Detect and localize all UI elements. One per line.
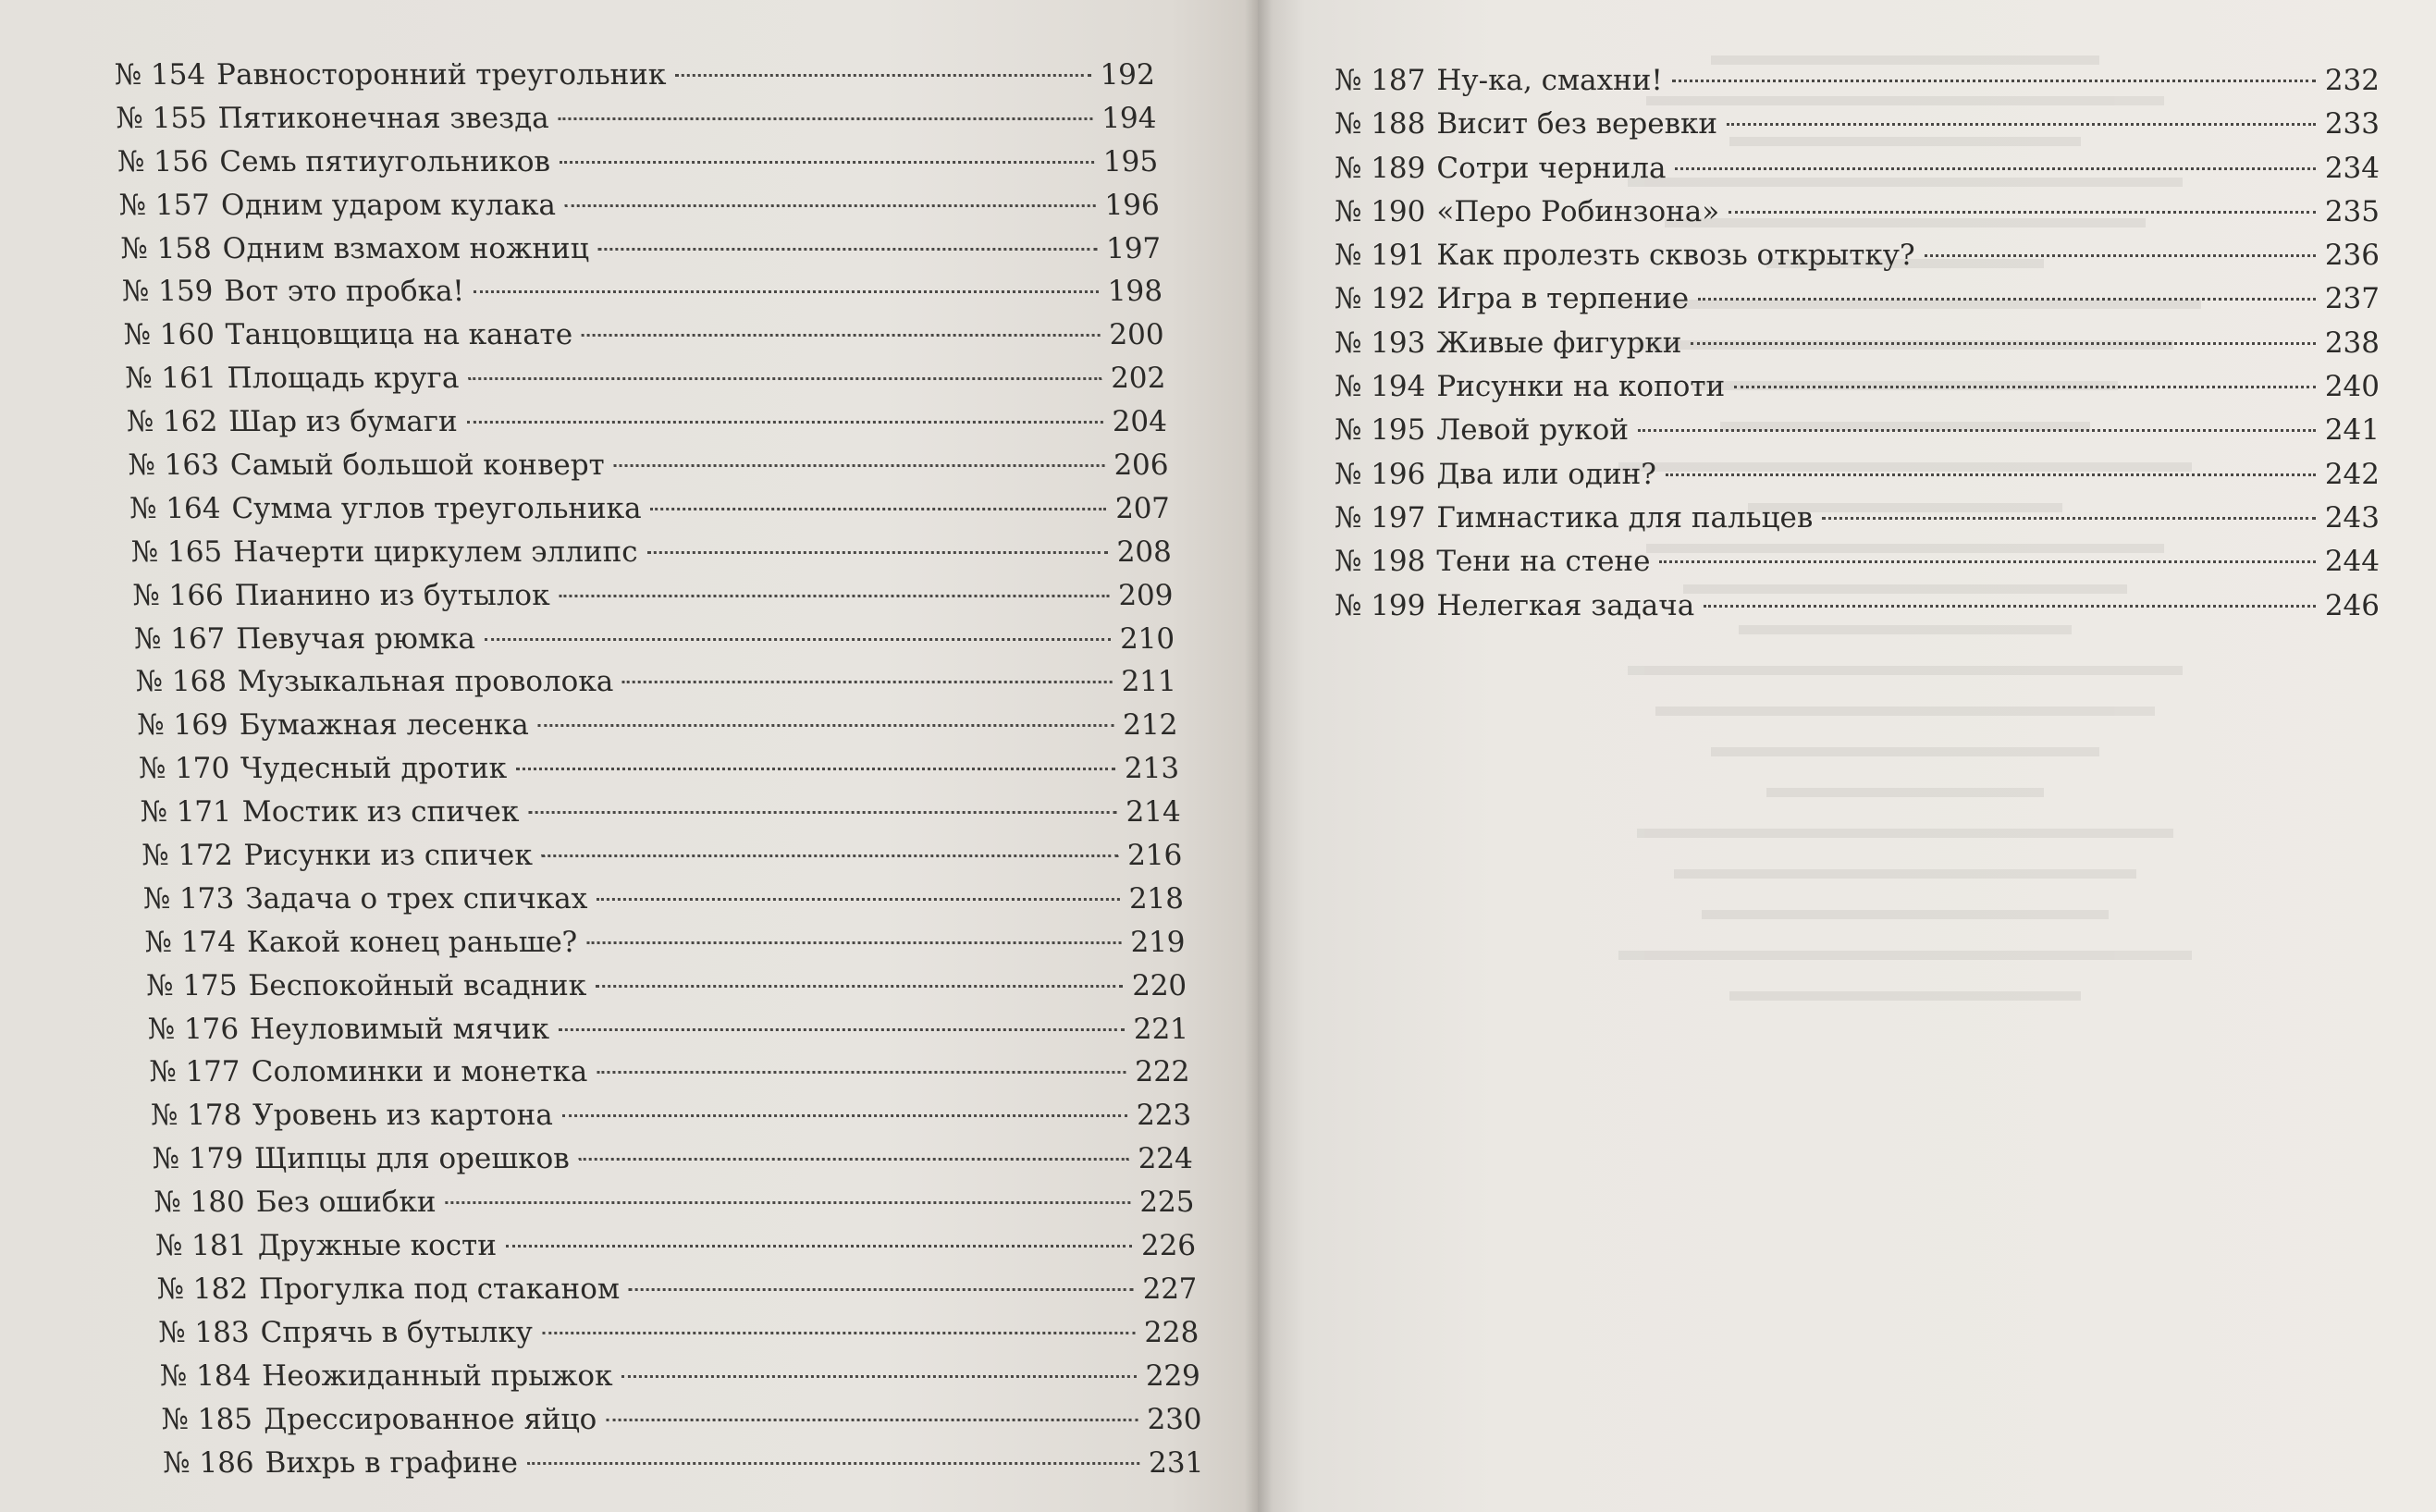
entry-page-number: 224 xyxy=(1137,1142,1194,1176)
dot-leader xyxy=(629,1288,1134,1291)
entry-page-number: 194 xyxy=(1101,101,1158,135)
entry-page-number: 196 xyxy=(1103,188,1161,222)
entry-number: № 175 xyxy=(145,968,239,1002)
toc-entry xyxy=(144,921,1187,965)
toc-entry xyxy=(116,97,1158,141)
toc-entry xyxy=(117,141,1159,184)
entry-title: Левой рукой xyxy=(1436,413,1629,448)
dot-leader xyxy=(621,1375,1137,1378)
entry-page-number: 235 xyxy=(2324,194,2380,228)
dot-leader xyxy=(558,117,1092,120)
toc-entry xyxy=(142,878,1185,921)
entry-title: Сотри чернила xyxy=(1436,151,1667,185)
entry-page-number: 237 xyxy=(2324,282,2380,316)
entry-title: Как пролезть сквозь открытку? xyxy=(1436,239,1915,273)
dot-leader xyxy=(606,1419,1138,1421)
toc-entry xyxy=(154,1181,1196,1224)
entry-title: Неожиданный прыжок xyxy=(261,1358,613,1393)
entry-number: № 158 xyxy=(119,231,213,265)
entry-title: Танцовщица на канате xyxy=(225,318,573,352)
entry-page-number: 240 xyxy=(2324,370,2380,404)
entry-title: Дрессированное яйцо xyxy=(263,1402,597,1436)
toc-entry xyxy=(147,1008,1189,1051)
dot-leader xyxy=(1666,473,2316,476)
entry-page-number: 221 xyxy=(1133,1012,1189,1046)
entry-page-number: 241 xyxy=(2324,413,2380,448)
toc-entry xyxy=(138,747,1180,791)
toc-entry xyxy=(133,618,1175,661)
entry-number: № 192 xyxy=(1335,282,1426,316)
entry-title: Гимнастика для пальцев xyxy=(1436,500,1814,535)
dot-leader xyxy=(646,551,1107,554)
entry-title: Площадь круга xyxy=(226,362,460,396)
entry-page-number: 234 xyxy=(2324,151,2380,185)
entry-page-number: 197 xyxy=(1105,231,1162,265)
entry-title: Музыкальная проволока xyxy=(237,665,614,699)
entry-title: Без ошибки xyxy=(255,1186,437,1220)
dot-leader xyxy=(614,464,1105,467)
entry-number: № 177 xyxy=(148,1055,241,1089)
entry-number: № 174 xyxy=(143,925,237,959)
toc-entry xyxy=(145,965,1187,1008)
dot-leader xyxy=(474,290,1099,293)
toc-entry xyxy=(1335,497,2380,540)
entry-page-number: 204 xyxy=(1112,405,1168,439)
entry-page-number: 202 xyxy=(1110,362,1166,396)
toc-entry xyxy=(150,1094,1192,1137)
entry-page-number: 200 xyxy=(1108,318,1165,352)
entry-page-number: 209 xyxy=(1117,578,1175,612)
entry-page-number: 236 xyxy=(2324,239,2380,273)
entry-page-number: 242 xyxy=(2324,457,2380,491)
toc-entry xyxy=(141,834,1183,878)
entry-page-number: 192 xyxy=(1099,58,1156,92)
entry-number: № 159 xyxy=(121,275,214,309)
entry-number: № 165 xyxy=(130,535,223,569)
toc-entry xyxy=(1335,59,2380,103)
entry-title: Вихрь в графине xyxy=(264,1445,519,1480)
entry-page-number: 238 xyxy=(2324,326,2380,360)
entry-title: Мостик из спичек xyxy=(241,795,520,830)
toc-entry xyxy=(123,313,1165,357)
toc-entry xyxy=(137,704,1179,747)
entry-number: № 181 xyxy=(154,1229,247,1263)
toc-entry xyxy=(140,791,1182,834)
entry-page-number: 227 xyxy=(1141,1272,1199,1306)
dot-leader xyxy=(1727,123,2316,126)
toc-entry xyxy=(1335,277,2380,321)
entry-title: Прогулка под стаканом xyxy=(258,1272,621,1306)
toc-entry xyxy=(149,1051,1191,1094)
dot-leader xyxy=(559,595,1109,597)
entry-number: № 195 xyxy=(1335,413,1426,448)
entry-number: № 183 xyxy=(157,1315,251,1349)
entry-title: Одним ударом кулака xyxy=(220,188,557,222)
entry-number: № 197 xyxy=(1335,500,1426,535)
entry-number: № 157 xyxy=(118,188,211,222)
dot-leader xyxy=(597,898,1120,901)
entry-number: № 194 xyxy=(1335,370,1426,404)
entry-page-number: 230 xyxy=(1146,1402,1203,1436)
entry-title: Тени на стене xyxy=(1436,545,1651,579)
dot-leader xyxy=(1734,386,2316,388)
dot-leader xyxy=(528,811,1116,814)
toc-entry xyxy=(152,1137,1194,1181)
dot-leader xyxy=(675,74,1091,77)
entry-page-number: 220 xyxy=(1131,968,1187,1002)
entry-number: № 196 xyxy=(1335,457,1426,491)
entry-page-number: 226 xyxy=(1140,1229,1197,1263)
entry-title: Одним взмахом ножниц xyxy=(222,231,590,265)
dot-leader xyxy=(1675,167,2315,170)
toc-entry xyxy=(1335,191,2380,234)
toc-entry xyxy=(126,400,1168,444)
entry-number: № 161 xyxy=(124,362,217,396)
entry-title: Дружные кости xyxy=(256,1229,498,1263)
entry-title: Висит без веревки xyxy=(1436,107,1718,141)
entry-title: Задача о трех спичках xyxy=(244,881,588,916)
entry-title: Рисунки из спичек xyxy=(242,839,534,873)
entry-page-number: 223 xyxy=(1136,1099,1192,1133)
entry-number: № 178 xyxy=(150,1099,243,1133)
toc-entry xyxy=(128,444,1170,487)
entry-number: № 163 xyxy=(127,449,220,483)
entry-title: Бумажная лесенка xyxy=(239,708,530,743)
entry-page-number: 212 xyxy=(1122,708,1178,743)
toc-list-left xyxy=(114,54,1204,1484)
entry-number: № 191 xyxy=(1335,239,1426,273)
entry-page-number: 244 xyxy=(2324,545,2380,579)
book-gutter xyxy=(1245,0,1273,1512)
dot-leader xyxy=(1822,517,2316,520)
entry-page-number: 232 xyxy=(2324,64,2380,97)
entry-title: Нелегкая задача xyxy=(1436,588,1695,622)
entry-number: № 170 xyxy=(138,752,230,786)
dot-leader xyxy=(1638,429,2316,432)
entry-number: № 164 xyxy=(129,491,222,525)
dot-leader xyxy=(468,377,1101,380)
entry-number: № 162 xyxy=(126,405,218,439)
entry-number: № 189 xyxy=(1335,151,1426,185)
toc-entry xyxy=(120,227,1163,271)
dot-leader xyxy=(562,1114,1127,1117)
entry-title: Семь пятиугольников xyxy=(218,144,551,178)
toc-entry xyxy=(159,1355,1201,1398)
entry-number: № 155 xyxy=(115,101,208,135)
entry-number: № 173 xyxy=(142,881,235,916)
dot-leader xyxy=(516,768,1115,770)
entry-page-number: 233 xyxy=(2324,107,2380,141)
toc-entry xyxy=(1335,584,2380,628)
entry-title: Какой конец раньше? xyxy=(246,925,579,959)
entry-title: Шар из бумаги xyxy=(228,405,459,439)
dot-leader xyxy=(597,1071,1126,1074)
entry-number: № 179 xyxy=(152,1142,244,1176)
dot-leader xyxy=(527,1462,1139,1465)
entry-number: № 184 xyxy=(159,1358,252,1393)
entry-title: Сумма углов треугольника xyxy=(230,491,643,525)
dot-leader xyxy=(579,1158,1129,1161)
dot-leader xyxy=(560,161,1094,164)
entry-page-number: 207 xyxy=(1114,491,1171,525)
entry-title: Два или один? xyxy=(1436,457,1656,491)
entry-page-number: 218 xyxy=(1128,881,1185,916)
toc-entry xyxy=(154,1224,1197,1268)
entry-page-number: 246 xyxy=(2324,588,2380,622)
dot-leader xyxy=(582,334,1100,337)
entry-page-number: 228 xyxy=(1143,1315,1200,1349)
entry-page-number: 206 xyxy=(1113,449,1170,483)
toc-entry xyxy=(1335,234,2380,277)
dot-leader xyxy=(1704,605,2316,608)
entry-page-number: 216 xyxy=(1126,839,1183,873)
entry-title: Ну-ка, смахни! xyxy=(1436,64,1663,97)
entry-title: Игра в терпение xyxy=(1436,282,1690,316)
entry-number: № 167 xyxy=(133,621,227,656)
dot-leader xyxy=(1925,254,2316,257)
dot-leader xyxy=(538,724,1114,727)
toc-entry xyxy=(1335,322,2380,365)
entry-number: № 169 xyxy=(136,708,229,743)
dot-leader xyxy=(1729,211,2316,214)
entry-page-number: 214 xyxy=(1125,795,1182,830)
dot-leader xyxy=(445,1201,1130,1204)
entry-title: Рисунки на копоти xyxy=(1436,370,1726,404)
dot-leader xyxy=(506,1245,1132,1248)
dot-leader xyxy=(542,854,1119,857)
entry-title: Пятиконечная звезда xyxy=(217,101,550,135)
entry-number: № 199 xyxy=(1335,588,1426,622)
entry-page-number: 195 xyxy=(1102,144,1159,178)
entry-title: Щипцы для орешков xyxy=(253,1142,571,1176)
entry-number: № 185 xyxy=(160,1402,253,1436)
entry-number: № 160 xyxy=(122,318,215,352)
entry-page-number: 213 xyxy=(1124,752,1180,786)
entry-page-number: 198 xyxy=(1107,275,1163,309)
entry-title: Неуловимый мячик xyxy=(249,1012,550,1046)
entry-title: Певучая рюмка xyxy=(235,621,476,656)
entry-page-number: 225 xyxy=(1138,1186,1195,1220)
dot-leader xyxy=(542,1332,1135,1334)
toc-entry xyxy=(124,357,1166,400)
entry-number: № 190 xyxy=(1335,194,1426,228)
dot-leader xyxy=(1691,342,2315,345)
toc-entry xyxy=(162,1442,1204,1485)
entry-number: № 193 xyxy=(1335,326,1426,360)
toc-entry xyxy=(1335,147,2380,191)
entry-title: Самый большой конверт xyxy=(229,449,606,483)
entry-title: Пианино из бутылок xyxy=(234,578,550,612)
toc-entry xyxy=(1335,540,2380,584)
entry-page-number: 229 xyxy=(1145,1358,1201,1393)
entry-title: Соломинки и монетка xyxy=(251,1055,588,1089)
entry-number: № 198 xyxy=(1335,545,1426,579)
entry-page-number: 231 xyxy=(1148,1445,1204,1480)
entry-title: Уровень из картона xyxy=(252,1099,554,1133)
dot-leader xyxy=(559,1028,1125,1031)
toc-entry xyxy=(132,574,1175,618)
toc-entry xyxy=(135,660,1177,704)
toc-entry xyxy=(161,1398,1203,1442)
entry-number: № 180 xyxy=(153,1186,246,1220)
entry-number: № 186 xyxy=(162,1445,255,1480)
entry-number: № 168 xyxy=(135,665,228,699)
toc-entry xyxy=(118,184,1161,227)
dot-leader xyxy=(1659,560,2315,563)
dot-leader xyxy=(596,985,1123,988)
dot-leader xyxy=(1672,80,2316,82)
dot-leader xyxy=(598,248,1098,251)
dot-leader xyxy=(586,941,1121,944)
toc-entry xyxy=(130,531,1173,574)
toc-entry xyxy=(1335,409,2380,452)
entry-number: № 154 xyxy=(114,58,206,92)
dot-leader xyxy=(565,204,1096,207)
entry-title: Беспокойный всадник xyxy=(247,968,587,1002)
entry-page-number: 210 xyxy=(1119,621,1175,656)
toc-list-right xyxy=(1335,59,2380,628)
entry-title: Спрячь в бутылку xyxy=(260,1315,534,1349)
toc-entry xyxy=(156,1268,1199,1311)
entry-number: № 188 xyxy=(1335,107,1426,141)
entry-page-number: 243 xyxy=(2324,500,2380,535)
dot-leader xyxy=(622,681,1113,683)
entry-page-number: 222 xyxy=(1134,1055,1191,1089)
toc-entry xyxy=(121,270,1163,313)
entry-title: Живые фигурки xyxy=(1436,326,1682,360)
entry-page-number: 208 xyxy=(1115,535,1173,569)
entry-title: «Перо Робинзона» xyxy=(1436,194,1720,228)
entry-title: Вот это пробка! xyxy=(223,275,465,309)
entry-title: Начерти циркулем эллипс xyxy=(232,535,639,569)
entry-number: № 156 xyxy=(117,144,210,178)
entry-number: № 182 xyxy=(156,1272,249,1306)
entry-number: № 176 xyxy=(147,1012,240,1046)
entry-title: Чудесный дротик xyxy=(240,752,508,786)
dot-leader xyxy=(1698,298,2316,301)
toc-entry xyxy=(157,1311,1200,1355)
entry-number: № 166 xyxy=(131,578,225,612)
toc-entry xyxy=(1335,365,2380,409)
entry-page-number: 211 xyxy=(1120,665,1177,699)
entry-number: № 187 xyxy=(1335,64,1426,97)
entry-page-number: 219 xyxy=(1129,925,1187,959)
entry-title: Равносторонний треугольник xyxy=(215,58,667,92)
toc-entry xyxy=(129,487,1171,531)
dot-leader xyxy=(650,508,1106,510)
toc-entry xyxy=(1335,453,2380,497)
dot-leader xyxy=(467,421,1103,424)
toc-entry xyxy=(114,54,1156,97)
toc-entry xyxy=(1335,103,2380,146)
dot-leader xyxy=(485,638,1111,641)
entry-number: № 172 xyxy=(141,839,234,873)
entry-number: № 171 xyxy=(139,795,232,830)
